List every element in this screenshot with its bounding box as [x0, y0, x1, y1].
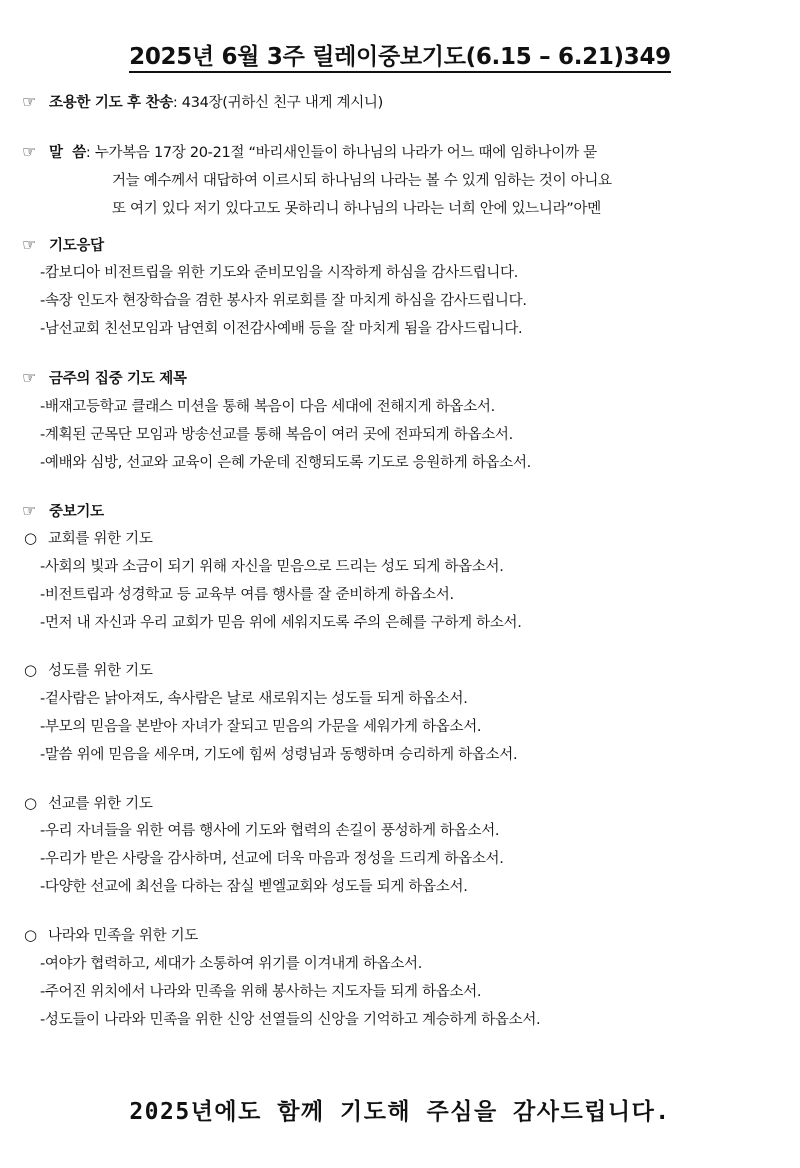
- nation-item-2: -주어진 위치에서 나라와 민족을 위해 봉사하는 지도자들 되게 하옵소서.: [40, 984, 482, 1000]
- saints-item-3: -말씀 위에 믿음을 세우며, 기도에 힘써 성령님과 동행하며 승리하게 하옵소서.: [40, 747, 518, 763]
- group-title-text: 교회를 위한 기도: [48, 531, 153, 547]
- circle-icon: ○: [24, 661, 37, 679]
- answers-item-2: -속장 인도자 현장학습을 겸한 봉사자 위로회를 잘 마치게 하심을 감사드립니다.: [40, 293, 527, 309]
- pointing-hand-icon: ☞: [22, 92, 37, 111]
- answers-heading-text: 기도응답: [49, 238, 104, 254]
- group-title-saints: [24, 660, 153, 681]
- nation-item-1: -여야가 협력하고, 세대가 소통하여 위기를 이겨내게 하옵소서.: [40, 956, 423, 972]
- pointing-hand-icon: ☞: [22, 142, 37, 161]
- church-item-2: -비전트립과 성경학교 등 교육부 여름 행사를 잘 준비하게 하옵소서.: [40, 587, 454, 603]
- group-title-text: 선교를 위한 기도: [48, 796, 153, 812]
- group-title-mission: [24, 793, 153, 814]
- word-line-3: 또 여기 있다 저기 있다고도 못하리니 하나님의 나라는 너희 안에 있느니라”아멘: [112, 201, 601, 217]
- focus-heading: [22, 368, 187, 389]
- answers-heading: [22, 235, 104, 256]
- pointing-hand-icon: ☞: [22, 501, 37, 520]
- hymn-value: : 434장(귀하신 친구 내게 계시니): [172, 95, 383, 111]
- group-title-text: 성도를 위한 기도: [48, 663, 153, 679]
- word-text-1: : 누가복음 17장 20-21절 “바리새인들이 하나님의 나라가 어느 때에 임하나이까 묻: [85, 145, 597, 161]
- page-title: [0, 38, 800, 71]
- circle-icon: ○: [24, 529, 37, 547]
- pointing-hand-icon: ☞: [22, 235, 37, 254]
- focus-item-2: -계획된 군목단 모임과 방송선교를 통해 복음이 여러 곳에 전파되게 하옵소서.: [40, 427, 513, 443]
- mission-item-1: -우리 자녀들을 위한 여름 행사에 기도와 협력의 손길이 풍성하게 하옵소서.: [40, 823, 500, 839]
- word-line-2: 거늘 예수께서 대답하여 이르시되 하나님의 나라는 볼 수 있게 임하는 것이 아니요: [112, 173, 612, 189]
- group-title-text: 나라와 민족을 위한 기도: [48, 928, 198, 944]
- closing-message: 2025년에도 함께 기도해 주심을 감사드립니다.: [129, 1099, 671, 1125]
- page-title-text: 2025년 6월 3주 릴레이중보기도(6.15 – 6.21)349: [129, 44, 671, 73]
- hymn-label: 조용한 기도 후 찬송: [49, 95, 173, 111]
- saints-item-2: -부모의 믿음을 본받아 자녀가 잘되고 믿음의 가문을 세워가게 하옵소서.: [40, 719, 482, 735]
- intercession-heading-text: 중보기도: [49, 504, 104, 520]
- word-line-1: [22, 142, 597, 163]
- focus-item-3: -예배와 심방, 선교와 교육이 은혜 가운데 진행되도록 기도로 응원하게 하옵소서.: [40, 455, 531, 471]
- nation-item-3: -성도들이 나라와 민족을 위한 신앙 선열들의 신앙을 기억하고 계승하게 하옵소서.: [40, 1012, 541, 1028]
- answers-item-3: -남선교회 친선모임과 남연회 이전감사예배 등을 잘 마치게 됨을 감사드립니다.: [40, 321, 523, 337]
- saints-item-1: -겉사람은 낡아져도, 속사람은 날로 새로워지는 성도들 되게 하옵소서.: [40, 691, 468, 707]
- answers-item-1: -캄보디아 비전트립을 위한 기도와 준비모임을 시작하게 하심을 감사드립니다.: [40, 265, 519, 281]
- circle-icon: ○: [24, 794, 37, 812]
- focus-item-1: -배재고등학교 클래스 미션을 통해 복음이 다음 세대에 전해지게 하옵소서.: [40, 399, 495, 415]
- church-item-1: -사회의 빛과 소금이 되기 위해 자신을 믿음으로 드리는 성도 되게 하옵소서.: [40, 559, 504, 575]
- hymn-line: [22, 92, 383, 113]
- group-title-nation: [24, 925, 198, 946]
- mission-item-2: -우리가 받은 사랑을 감사하며, 선교에 더욱 마음과 정성을 드리게 하옵소서.: [40, 851, 504, 867]
- group-title-church: [24, 528, 153, 549]
- intercession-heading: [22, 501, 104, 522]
- word-label: 말 씀: [49, 145, 86, 161]
- church-item-3: -먼저 내 자신과 우리 교회가 믿음 위에 세워지도록 주의 은혜를 구하게 하소서.: [40, 615, 522, 631]
- circle-icon: ○: [24, 926, 37, 944]
- focus-heading-text: 금주의 집중 기도 제목: [49, 371, 187, 387]
- mission-item-3: -다양한 선교에 최선을 다하는 잠실 벧엘교회와 성도들 되게 하옵소서.: [40, 879, 468, 895]
- pointing-hand-icon: ☞: [22, 368, 37, 387]
